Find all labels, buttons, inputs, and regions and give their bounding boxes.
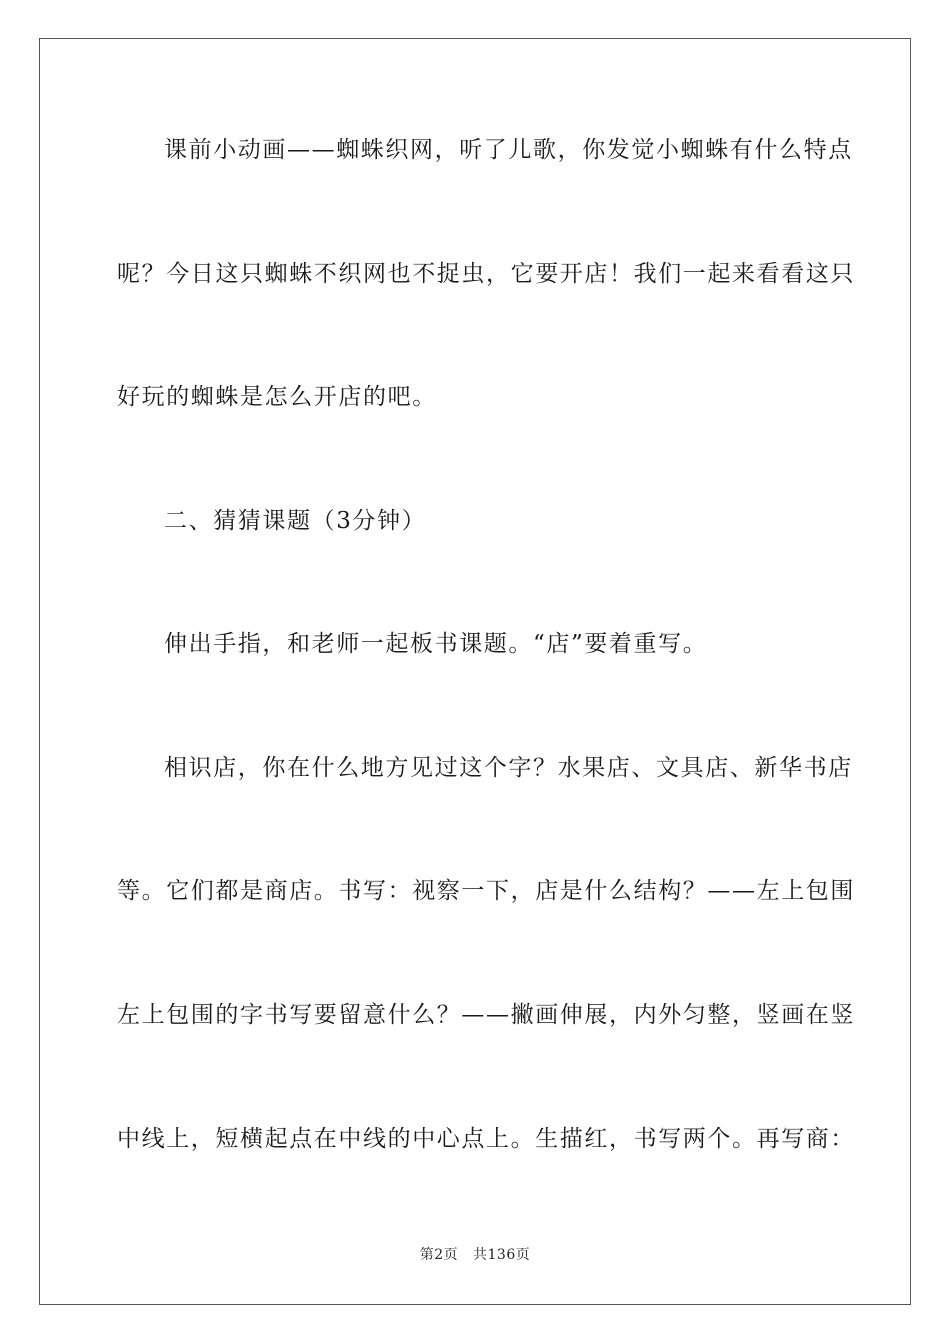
paragraph-line: 伸出手指，和老师一起板书课题。“店”要着重写。 — [164, 631, 708, 657]
page-number: 第2页 — [419, 1247, 459, 1263]
paragraph-line: 相识店，你在什么地方见过这个字？水果店、文具店、新华书店 — [164, 755, 853, 781]
paragraph-line: 课前小动画——蜘蛛织网，听了儿歌，你发觉小蜘蛛有什么特点 — [164, 137, 853, 163]
section-heading: 二、猜猜课题（3分钟） — [164, 508, 427, 534]
page-border — [39, 38, 911, 1305]
page-footer — [0, 1246, 950, 1264]
paragraph-line: 好玩的蜘蛛是怎么开店的吧。 — [117, 384, 437, 410]
paragraph-line: 等。它们都是商店。书写：视察一下，店是什么结构？——左上包围 — [117, 878, 855, 904]
page-total: 共136页 — [473, 1247, 531, 1263]
paragraph-line: 中线上，短横起点在中线的中心点上。生描红，书写两个。再写商： — [117, 1126, 855, 1152]
paragraph-line: 左上包围的字书写要留意什么？——撇画伸展，内外匀整，竖画在竖 — [117, 1002, 855, 1028]
paragraph-line: 呢？今日这只蜘蛛不织网也不捉虫，它要开店！我们一起来看看这只 — [117, 261, 855, 287]
